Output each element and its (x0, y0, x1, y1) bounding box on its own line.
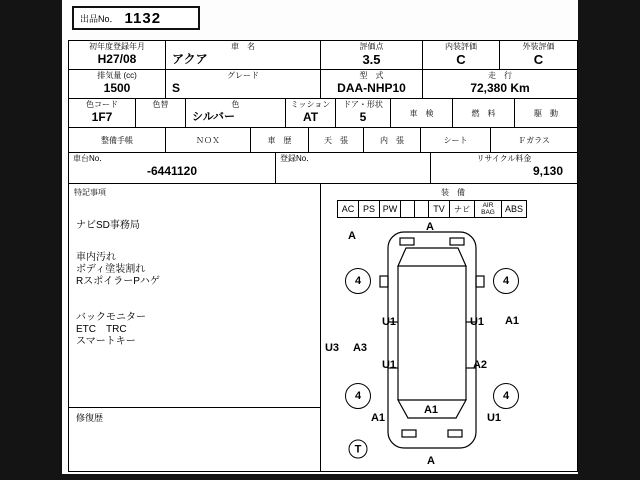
note-line: ナビSD事務局 (76, 220, 140, 231)
field-mileage (423, 70, 577, 99)
door-lining-label: 内 張 (380, 135, 404, 145)
damage-mark: A (348, 230, 356, 242)
first-registration-label: 初年度登録年月 (89, 42, 145, 51)
car-top-view-diagram (320, 218, 576, 470)
equipment-item-navi: ナビ (449, 200, 475, 218)
damage-mark: A2 (472, 359, 488, 371)
damage-mark: A1 (504, 315, 520, 327)
damage-mark: U1 (469, 316, 485, 328)
equipment-item-empty (400, 200, 415, 218)
interior-grade-value: C (456, 52, 466, 67)
rear-window-outline (398, 400, 466, 418)
drive-label: 駆 動 (534, 108, 558, 118)
field-inspection (391, 99, 453, 128)
repair-history-label: 修復歴 (76, 413, 104, 423)
equipment-item-empty (414, 200, 429, 218)
auction-no-box (72, 6, 200, 30)
damage-mark: 4 (493, 268, 519, 294)
recycle-fee-label: リサイクル料金 (476, 154, 532, 163)
field-maintenance-book (69, 128, 166, 153)
side-mirror-right-icon (476, 276, 484, 287)
damage-mark: U3 (324, 342, 340, 354)
headlight-right-icon (450, 238, 464, 245)
damage-mark: 4 (493, 383, 519, 409)
nox-label: ＮＯＸ (196, 135, 220, 145)
displacement-label: 排気量 (cc) (97, 71, 137, 80)
exterior-grade-value: C (533, 52, 544, 67)
equipment-item-tv: TV (428, 200, 450, 218)
seat-label: シート (443, 135, 468, 145)
note-line: ETC TRC (76, 324, 127, 335)
field-displacement (69, 70, 166, 99)
car-name-label: 車 名 (231, 42, 255, 51)
note-line: スマートキー (76, 336, 136, 347)
history-label: 車 歴 (267, 135, 292, 145)
field-drive (515, 99, 577, 128)
headliner-label: 天 張 (324, 135, 348, 145)
equipment-row (337, 200, 527, 218)
field-recycle-fee (431, 153, 577, 184)
field-color-code (69, 99, 136, 128)
field-first-registration (69, 41, 166, 70)
damage-mark: A (426, 221, 434, 233)
field-headliner (309, 128, 364, 153)
maintenance-book-label: 整備手帳 (101, 135, 133, 145)
interior-grade-label: 内装評価 (445, 42, 477, 51)
equipment-item-pw: PW (379, 200, 401, 218)
damage-mark: A1 (370, 412, 386, 424)
field-nox (166, 128, 251, 153)
fuel-label: 燃 料 (471, 108, 496, 118)
color-code-label: 色コード (86, 100, 118, 109)
damage-mark: U1 (486, 412, 502, 424)
windshield-outline (398, 248, 466, 266)
damage-mark: A3 (352, 342, 368, 354)
headlight-left-icon (400, 238, 414, 245)
front-glass-label: Ｆガラス (518, 135, 550, 145)
color-change-label: 色替 (152, 100, 169, 109)
model-code-label: 型 式 (359, 71, 384, 80)
score-value: 3.5 (362, 52, 381, 67)
field-color-change (136, 99, 186, 128)
color-label: 色 (231, 100, 240, 109)
inspection-label: 車 検 (409, 108, 434, 118)
damage-mark: U1 (381, 316, 397, 328)
field-seat (421, 128, 491, 153)
damage-mark: 4 (345, 383, 371, 409)
taillight-left-icon (402, 430, 416, 437)
note-line: バックモニター (76, 312, 146, 323)
auction-no-value: 1132 (124, 9, 162, 27)
damage-mark: 4 (345, 268, 371, 294)
auction-no-label: 出品No． (80, 13, 119, 24)
side-mirror-left-icon (380, 276, 388, 287)
doors-value: 5 (359, 110, 367, 124)
field-grade (166, 70, 321, 99)
note-line: RスポイラーPハゲ (76, 276, 160, 287)
score-label: 評価点 (359, 42, 384, 51)
field-chassis-no (69, 153, 276, 184)
car-name-value: アクア (172, 52, 208, 66)
special-notes-header: 特記事項 (74, 188, 106, 197)
field-model-code (321, 70, 423, 99)
equipment-item-ps: PS (358, 200, 380, 218)
field-door-lining (364, 128, 421, 153)
registration-no-label: 登録No． (280, 154, 315, 163)
taillight-right-icon (448, 430, 462, 437)
field-registration-no (276, 153, 431, 184)
damage-mark: A1 (423, 404, 439, 416)
chassis-no-value: -6441120 (146, 164, 198, 178)
note-line: 車内汚れ (76, 252, 116, 263)
car-body-outline (388, 232, 476, 448)
field-fuel (453, 99, 515, 128)
field-interior-grade (423, 41, 500, 70)
recycle-fee-value: 9,130 (532, 164, 563, 178)
first-registration-value: H27/08 (97, 52, 137, 66)
field-doors (336, 99, 391, 128)
doors-label: ドア・形状 (343, 100, 383, 109)
color-code-value: 1F7 (91, 110, 113, 124)
chassis-no-label: 車台No． (73, 154, 108, 163)
field-front-glass (491, 128, 577, 153)
displacement-value: 1500 (103, 81, 131, 95)
field-score (321, 41, 423, 70)
mileage-value: 72,380 Km (470, 81, 530, 95)
damage-mark: A (427, 455, 435, 467)
grade-label: グレード (227, 71, 259, 80)
damage-mark: U1 (381, 359, 397, 371)
field-color (186, 99, 286, 128)
repair-history-divider (69, 407, 320, 408)
model-code-value: DAA-NHP10 (337, 81, 406, 95)
exterior-grade-label: 外装評価 (522, 42, 555, 51)
equipment-header: 装 備 (441, 188, 465, 197)
note-line: ボディ塗装割れ (76, 264, 146, 275)
field-history (251, 128, 309, 153)
damage-mark: T (349, 440, 368, 459)
equipment-item-ac: AC (337, 200, 359, 218)
field-transmission (286, 99, 336, 128)
field-car-name (166, 41, 321, 70)
mileage-label: 走 行 (488, 71, 512, 80)
transmission-label: ミッション (290, 100, 331, 109)
special-notes-panel (69, 184, 321, 471)
equipment-item-abs: ABS (501, 200, 527, 218)
grade-value: S (172, 81, 181, 95)
equipment-item-airbag: AIR BAG (474, 200, 502, 218)
color-value: シルバー (192, 111, 235, 123)
transmission-value: AT (302, 110, 319, 124)
field-exterior-grade (500, 41, 577, 70)
